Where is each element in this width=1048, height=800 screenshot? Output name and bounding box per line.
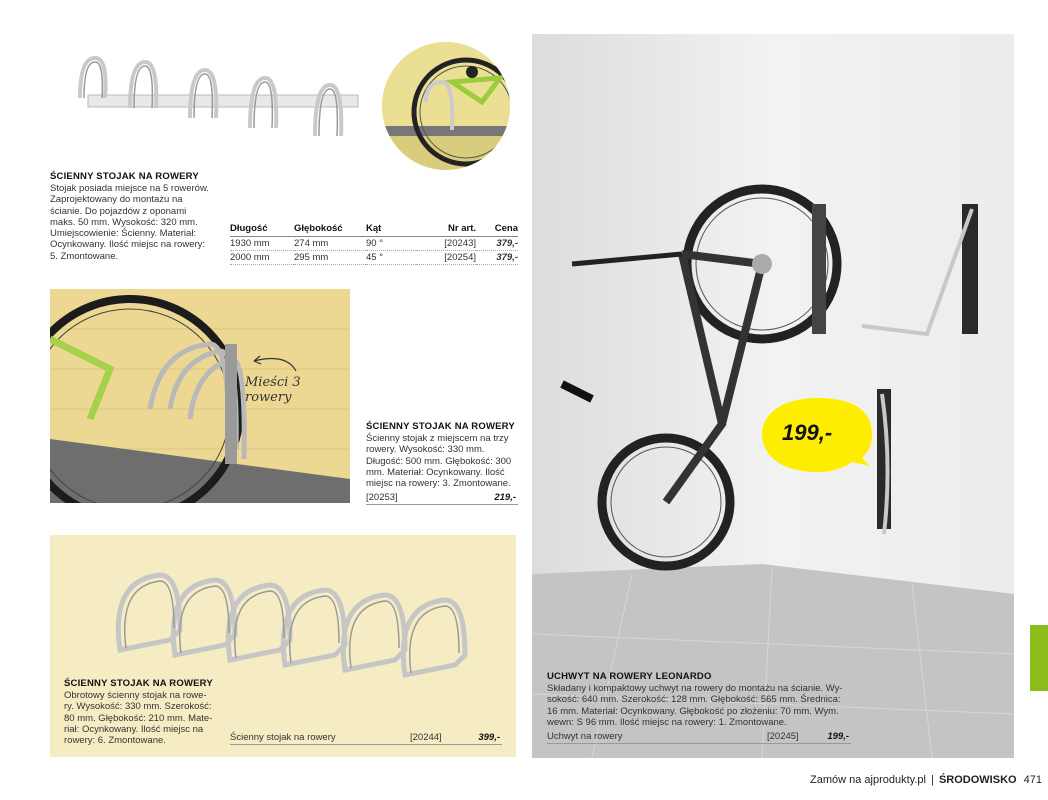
product-4-description: Składany i kompaktowy uchwyt na rowery do montażu na ścianie. Wy- sokość: 640 mm. Szerokość: 128 mm. Głębokość: 565 mm. Średnica: 16 mm. Materiał: Ocynkowany. Głębokość po złożeniu: 70 mm. Wym. wewn: S 96 mm. Ilość miejsc na rowery: 1. Zmontowane. [547, 683, 843, 728]
cell-length: 1930 mm [230, 237, 294, 251]
product-4-order-row [547, 731, 851, 744]
header-price: Cena [476, 223, 518, 237]
header-depth: Głębokość [294, 223, 366, 237]
cell-depth: 295 mm [294, 251, 366, 265]
footer-page-number: 471 [1023, 774, 1042, 786]
product-4-art-no: [20245] [767, 731, 799, 742]
product-4-title: UCHWYT NA ROWERY LEONARDO [547, 671, 712, 682]
section-side-tab [1030, 625, 1048, 691]
header-art-no: Nr art. [416, 223, 476, 237]
header-length: Długość [230, 223, 294, 237]
product-2-art-no: [20253] [366, 492, 398, 503]
table-row [230, 251, 518, 265]
cell-angle: 45 ° [366, 251, 416, 265]
header-angle: Kąt [366, 223, 416, 237]
footer-separator: | [931, 774, 934, 786]
rack-mounted-circle-photo [382, 42, 510, 170]
product-3-description: Obrotowy ścienny stojak na rowe- ry. Wysokość: 330 mm. Szerokość: 80 mm. Głębokość: 210 mm. Mate- riał: Ocynkowany. Ilość miejsc na rowery: 6. Zmontowane. [64, 690, 213, 747]
product-1-description: Stojak posiada miejsce na 5 rowerów. Zaprojektowany do montażu na ścianie. Do pojazdów z oponami maks. 50 mm. Wysokość: 320 mm. Umiejscowienie: Ścienny. Materiał: Ocynkowany. Ilość miejsc na rowery: 5. Zmontowane. [50, 183, 209, 262]
product-2-title: ŚCIENNY STOJAK NA ROWERY [366, 421, 515, 432]
product-2-order-row [366, 492, 518, 505]
product-2-description: Ścienny stojak z miejscem na trzy rowery. Wysokość: 330 mm. Długość: 500 mm. Głębokość: 300 mm. Materiał: Ocynkowany. Ilość miejsc na rowery: 3. Zmontowane. [366, 433, 512, 490]
cell-art-no: [20254] [416, 251, 476, 265]
product-3-order-row [230, 732, 502, 745]
rack-6-photo [100, 560, 500, 690]
table-header-row [230, 223, 518, 237]
cell-price: 379,- [476, 251, 518, 265]
product-2-price: 219,- [494, 492, 516, 503]
product-3-price: 399,- [478, 732, 500, 743]
leonardo-photo [532, 34, 1014, 758]
cell-art-no: [20243] [416, 237, 476, 251]
page-footer [810, 774, 1042, 786]
product-4-price: 199,- [827, 731, 849, 742]
product-3-order-label: Ścienny stojak na rowery [230, 732, 336, 743]
cell-price: 379,- [476, 237, 518, 251]
table-row [230, 237, 518, 251]
cell-angle: 90 ° [366, 237, 416, 251]
product-1-title: ŚCIENNY STOJAK NA ROWERY [50, 171, 199, 182]
rack-3-photo [50, 289, 350, 503]
product-3-title: ŚCIENNY STOJAK NA ROWERY [64, 678, 213, 689]
price-badge-label: 199,- [782, 420, 833, 445]
product-3-art-no: [20244] [410, 732, 442, 743]
product-4-order-label: Uchwyt na rowery [547, 731, 623, 742]
cell-depth: 274 mm [294, 237, 366, 251]
rack-3-annotation: Mieści 3 rowery [245, 375, 301, 405]
price-badge [758, 396, 878, 474]
footer-order-link[interactable]: Zamów na ajprodukty.pl [810, 774, 926, 786]
cell-length: 2000 mm [230, 251, 294, 265]
footer-section: ŚRODOWISKO [938, 774, 1017, 786]
product-1-spec-table [230, 223, 518, 265]
annotation-arrow-icon [246, 349, 306, 379]
rack-5-photo [60, 40, 360, 150]
